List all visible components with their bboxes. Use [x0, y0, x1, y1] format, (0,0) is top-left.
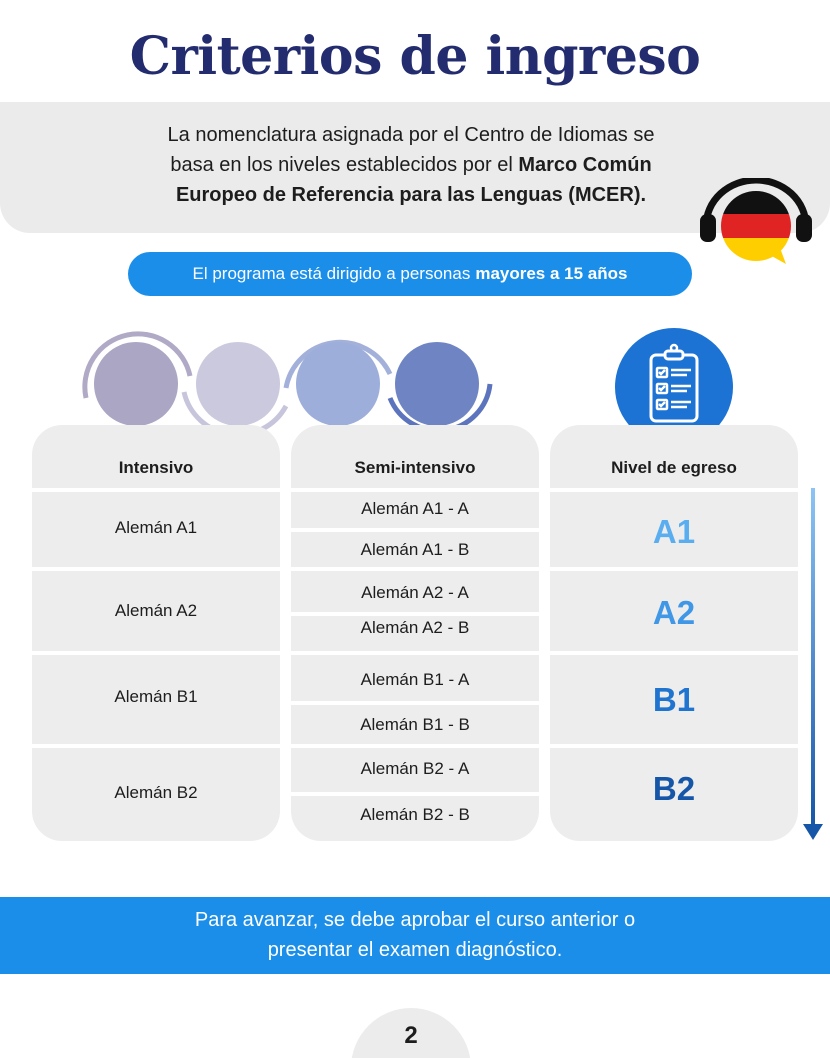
exit-level-b2: B2	[652, 770, 696, 807]
age-text: El programa está dirigido a personas	[192, 264, 471, 283]
semi-cell: Alemán A1 - A	[361, 499, 469, 518]
divider	[550, 488, 798, 492]
intro-bold-2: Europeo de Referencia para las Lenguas (MCER).	[175, 184, 647, 206]
divider	[291, 612, 539, 616]
age-bold: mayores a 15 años	[475, 264, 628, 283]
divider	[291, 567, 539, 571]
decorative-circles	[80, 328, 500, 440]
semi-cell: Alemán B2 - A	[360, 759, 470, 778]
divider	[291, 792, 539, 796]
footer-banner	[0, 897, 830, 974]
intro-line-1: La nomenclatura asignada por el Centro de Idiomas se	[167, 124, 655, 146]
page-number: 2	[404, 1022, 418, 1049]
header-semi-intensive: Semi-intensivo	[354, 458, 476, 477]
divider	[291, 488, 539, 492]
divider	[291, 701, 539, 705]
semi-cell: Alemán B1 - A	[360, 670, 470, 689]
semi-cell: Alemán B2 - B	[360, 805, 470, 824]
age-requirement-banner	[128, 252, 692, 296]
divider	[32, 651, 280, 655]
semi-cell: Alemán A2 - A	[361, 583, 469, 602]
exit-level-b1: B1	[652, 681, 696, 718]
divider	[291, 528, 539, 532]
page-number-badge	[351, 1008, 471, 1058]
semi-cell: Alemán A2 - B	[360, 618, 470, 637]
headset-german-flag-icon	[700, 178, 812, 266]
footer-line-1: Para avanzar, se debe aprobar el curso anterior o	[194, 909, 636, 931]
divider	[550, 651, 798, 655]
header-exit-level: Nivel de egreso	[611, 458, 737, 477]
divider	[550, 744, 798, 748]
intensive-cell: Alemán A1	[114, 518, 198, 537]
page-title: Criterios de ingreso	[129, 26, 701, 87]
intro-text	[95, 120, 727, 210]
semi-cell: Alemán A1 - B	[360, 540, 470, 559]
exit-level-a1: A1	[652, 513, 696, 550]
intro-bold-1: Marco Común	[518, 154, 652, 176]
intensive-cell: Alemán B1	[114, 687, 198, 706]
divider	[32, 488, 280, 492]
divider	[32, 567, 280, 571]
intensive-cell: Alemán A2	[114, 601, 198, 620]
exit-level-a2: A2	[652, 594, 696, 631]
semi-cell: Alemán B1 - B	[360, 715, 470, 734]
header-intensive: Intensivo	[118, 458, 194, 477]
footer-line-2: presentar el examen diagnóstico.	[267, 939, 563, 961]
divider	[291, 651, 539, 655]
arrow-down-icon	[800, 488, 826, 844]
intensive-cell: Alemán B2	[114, 783, 198, 802]
divider	[291, 744, 539, 748]
divider	[32, 744, 280, 748]
divider	[550, 567, 798, 571]
intro-line-2: basa en los niveles establecidos por el	[170, 154, 519, 176]
